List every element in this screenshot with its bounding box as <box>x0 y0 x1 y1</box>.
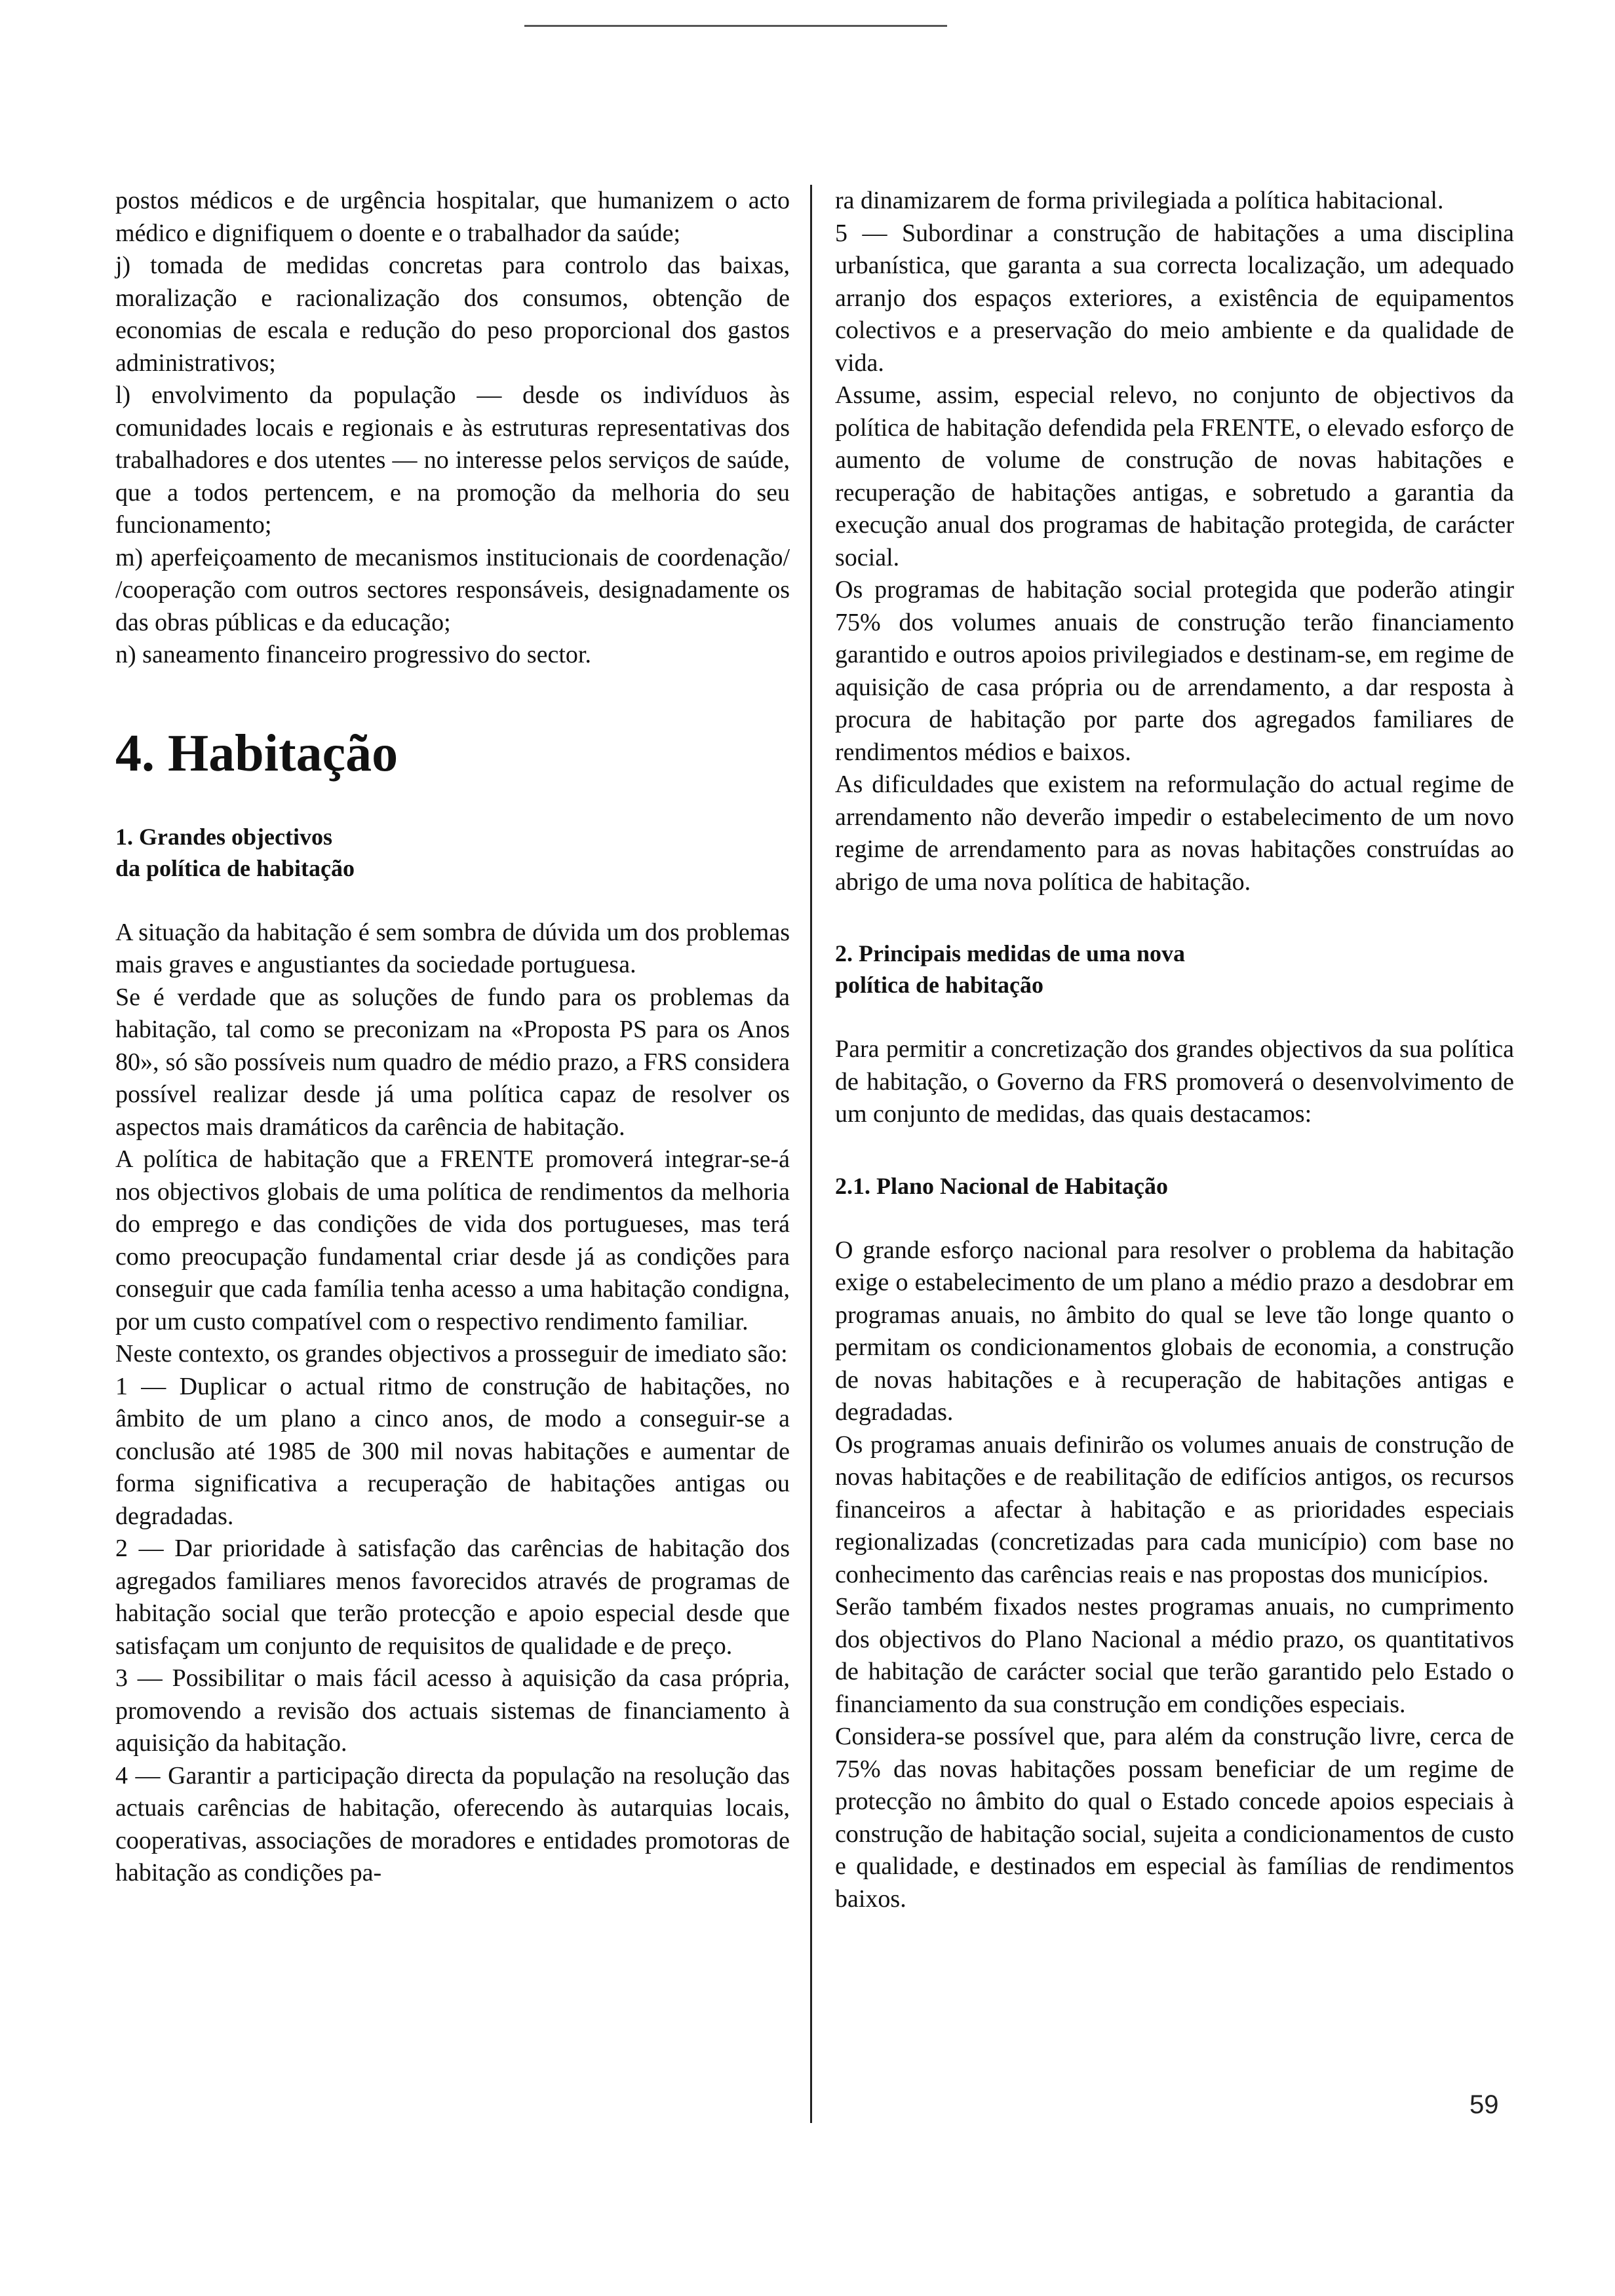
column-divider <box>810 185 812 2123</box>
objective-1: 1 — Duplicar o actual ritmo de construção de habitações, no âmbito de um plano a cinco anos, de modo a conseguir-se a conclusão até 1985 de 300 mil novas habitações e aumentar de forma significativa a recuperação de habitações antigas ou degradadas. <box>115 1372 790 1530</box>
paragraph: postos médicos e de urgência hospitalar, que humanizem o acto médico e dignifiquem o doente e o trabalhador da saúde; <box>115 187 790 247</box>
objective-5: 5 — Subordinar a construção de habitações a uma disciplina urbanística, que garanta a sua correcta localização, um adequado arranjo dos espaços exteriores, a existência de equipamentos colectivos e a preservação do meio ambiente e da qualidade de vida. <box>835 219 1514 377</box>
paragraph: Considera-se possível que, para além da construção livre, cerca de 75% das novas habitações possam beneficiar de um regime de protecção no âmbito do qual o Estado concede apoios especiais à construção de habitação social, sujeita a condicionamentos de custo e qualidade, e destinados em especial às famílias de rendimentos baixos. <box>835 1723 1514 1913</box>
paragraph: Os programas anuais definirão os volumes anuais de construção de novas habitações e de reabilitação de edifícios antigos, os recursos financeiros a afectar à habitação e as prioridades especiais regionalizadas (concretizadas para cada município) com base no conhecimento das carências reais e nas propostas dos municípios. <box>835 1430 1514 1588</box>
paragraph: A situação da habitação é sem sombra de dúvida um dos problemas mais graves e angustiantes da sociedade portuguesa. <box>115 918 790 978</box>
subsection-heading-2 <box>835 938 1514 1001</box>
page-number: 59 <box>1469 2090 1499 2119</box>
top-rule <box>524 25 947 27</box>
paragraph: O grande esforço nacional para resolver o problema da habitação exige o estabelecimento de um plano a médio prazo a desdobrar em programas anuais, no âmbito do qual se leve tão longe quanto o permitam os condicionamentos globais de economia, a construção de novas habitações e à recuperação de habitações antigas e degradadas. <box>835 1236 1514 1426</box>
left-column <box>115 185 790 1890</box>
paragraph: Neste contexto, os grandes objectivos a prosseguir de imediato são: <box>115 1340 788 1368</box>
subsection-heading-line: da política de habitação <box>115 854 355 881</box>
subsection-heading-line: 2. Principais medidas de uma nova <box>835 940 1186 966</box>
subsection-heading-2-1: 2.1. Plano Nacional de Habitação <box>835 1172 1169 1199</box>
list-item-j: j) tomada de medidas concretas para controlo das baixas, moralização e racionalização dos consumos, obtenção de economias de escala e redução do peso proporcional dos gastos administrativos; <box>115 252 790 377</box>
right-column <box>835 185 1514 1915</box>
paragraph: Para permitir a concretização dos grandes objectivos da sua política de habitação, o Governo da FRS promoverá o desenvolvimento de um conjunto de medidas, das quais destacamos: <box>835 1035 1514 1128</box>
paragraph: As dificuldades que existem na reformulação do actual regime de arrendamento não deverão impedir o estabelecimento de um novo regime de arrendamento para as novas habitações construídas ao abrigo de uma nova política de habitação. <box>835 771 1514 896</box>
objective-3: 3 — Possibilitar o mais fácil acesso à aquisição da casa própria, promovendo a revisão dos actuais sistemas de financiamento à aquisição da habitação. <box>115 1664 790 1757</box>
list-item-n: n) saneamento financeiro progressivo do sector. <box>115 641 591 668</box>
paragraph: Assume, assim, especial relevo, no conjunto de objectivos da política de habitação defendida pela FRENTE, o elevado esforço de aumento de volume de construção de novas habitações e recuperação de habitações antigas, e sobretudo a garantia da execução anual dos programas de habitação protegida, de carácter social. <box>835 381 1514 571</box>
section-title: 4. Habitação <box>115 724 399 782</box>
paragraph: Serão também fixados nestes programas anuais, no cumprimento dos objectivos do Plano Nacional a médio prazo, os quantitativos de habitação de carácter social que terão garantido pelo Estado o financiamento da sua construção em condições especiais. <box>835 1593 1514 1718</box>
paragraph: Os programas de habitação social protegida que poderão atingir 75% dos volumes anuais de construção terão financiamento garantido e outros apoios privilegiados e destinam-se, em regime de aquisição de casa própria ou de arrendamento, a dar resposta à procura de habitação por parte dos agregados familiares de rendimentos médios e baixos. <box>835 576 1514 766</box>
list-item-l: l) envolvimento da população — desde os indivíduos às comunidades locais e regionais e às estruturas representativas dos trabalhadores e dos utentes — no interesse pelos serviços de saúde, que a todos pertencem, e na promoção da melhoria do seu funcionamento; <box>115 381 790 539</box>
subsection-heading-1 <box>115 821 790 884</box>
objective-4: 4 — Garantir a participação directa da população na resolução das actuais carências de habitação, oferecendo às autarquias locais, cooperativas, associações de moradores e entidades promotoras de habitação as condições pa- <box>115 1761 790 1886</box>
paragraph: A política de habitação que a FRENTE promoverá integrar-se-á nos objectivos globais de uma política de rendimentos da melhoria do emprego e das condições de vida dos portugueses, mas terá como preocupação fundamental criar desde já as condições para conseguir que cada família tenha acesso a uma habitação condigna, por um custo compatível com o respectivo rendimento familiar. <box>115 1145 790 1335</box>
paragraph: ra dinamizarem de forma privilegiada a política habitacional. <box>835 187 1444 214</box>
objective-2: 2 — Dar prioridade à satisfação das carências de habitação dos agregados familiares menos favorecidos através de programas de habitação social que terão protecção e apoio especial desde que satisfaçam um conjunto de requisitos de qualidade e de preço. <box>115 1535 790 1660</box>
subsection-heading-line: 1. Grandes objectivos <box>115 823 332 850</box>
subsection-heading-line: política de habitação <box>835 972 1044 998</box>
paragraph: Se é verdade que as soluções de fundo para os problemas da habitação, tal como se preconizam na «Proposta PS para os Anos 80», só são possíveis num quadro de médio prazo, a FRS considera possível realizar desde já uma política capaz de resolver os aspectos mais dramáticos da carência de habitação. <box>115 983 790 1141</box>
list-item-m: m) aperfeiçoamento de mecanismos institucionais de coordenação/ /cooperação com outros sectores responsáveis, designadamente os das obras públicas e da educação; <box>115 543 790 636</box>
